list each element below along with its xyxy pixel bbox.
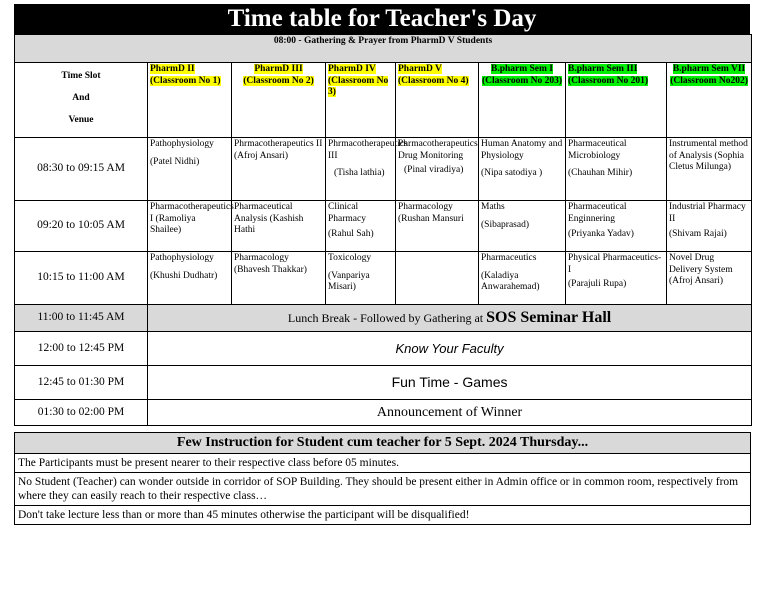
- time-slot-header-line: Venue: [68, 115, 94, 125]
- lunch-row: [15, 305, 752, 332]
- gathering-text: 08:00 - Gathering & Prayer from PharmD V Students: [15, 35, 752, 63]
- lunch-cell: [148, 305, 752, 332]
- time-slot: 08:30 to 09:15 AM: [15, 138, 148, 201]
- instruction-item: No Student (Teacher) can wonder outside in corridor of SOP Building. They should be present either in Admin office or in common room, respectively from where they can easily reach to their respective class…: [15, 473, 751, 506]
- class-cell: [566, 201, 667, 252]
- column-header-label: PharmD III (Classroom No 2): [243, 64, 314, 86]
- class-cell: [396, 252, 479, 305]
- class-cell: [148, 201, 232, 252]
- subject: Industrial Pharmacy II: [669, 202, 746, 224]
- time-slot: 01:30 to 02:00 PM: [15, 400, 148, 426]
- teacher: (Priyanka Yadav): [568, 229, 634, 239]
- class-cell: [479, 252, 566, 305]
- class-cell: [396, 201, 479, 252]
- subject: Pharmaceutical Analysis (Kashish Hathi: [234, 202, 304, 235]
- subject: Pharmaceutical Enginnering: [568, 202, 627, 224]
- class-cell: [667, 138, 752, 201]
- class-cell: [326, 138, 408, 201]
- time-slot: 12:45 to 01:30 PM: [15, 366, 148, 400]
- class-cell: [326, 201, 396, 252]
- teacher: (Rahul Sah): [328, 229, 374, 239]
- instructions-table: [14, 432, 751, 525]
- teacher: (Vanpariya Misari): [328, 270, 370, 292]
- table-row: [15, 138, 752, 201]
- subject: Pharmacotherapeutics I (Ramoliya Shailee): [150, 202, 234, 235]
- class-cell: [479, 201, 566, 252]
- subject: Maths: [481, 202, 505, 212]
- time-slot: 12:00 to 12:45 PM: [15, 332, 148, 366]
- time-slot-header-line: Time Slot: [61, 71, 101, 81]
- subject: Pharmaceutics: [481, 253, 537, 263]
- subject: Pharmacology (Bhavesh Thakkar): [234, 253, 307, 275]
- teacher: (Shivam Rajai): [669, 229, 727, 239]
- subject: Human Anatomy and Physiology: [481, 139, 563, 161]
- table-row: [15, 201, 752, 252]
- column-header-label: B.pharm Sem VII (Classroom No202): [670, 64, 748, 86]
- time-slot: 10:15 to 11:00 AM: [15, 252, 148, 305]
- teacher: (Kaladiya Anwarahemad): [481, 270, 540, 292]
- class-cell: [479, 138, 566, 201]
- column-header-label: B.pharm Sem I (Classroom No 203): [481, 64, 563, 86]
- class-cell: [667, 201, 752, 252]
- subject: Toxicology: [328, 253, 372, 263]
- timetable: [14, 34, 752, 426]
- subject: Physical Pharmaceutics-I: [568, 253, 662, 275]
- event-cell: Know Your Faculty: [148, 332, 752, 366]
- lunch-venue: SOS Seminar Hall: [486, 308, 612, 326]
- table-row: [15, 252, 752, 305]
- lunch-text: Lunch Break - Followed by Gathering at: [287, 310, 484, 325]
- event-row: [15, 366, 752, 400]
- event-cell: Announcement of Winner: [148, 400, 752, 426]
- column-header-pharmd-iv: [326, 63, 396, 138]
- column-header-label: PharmD IV (Classroom No 3): [328, 64, 389, 97]
- subject: Clinical Pharmacy: [328, 202, 366, 224]
- column-header-label: PharmD V (Classroom No 4): [398, 64, 469, 86]
- class-cell: [148, 138, 232, 201]
- class-cell: [396, 138, 479, 201]
- class-cell: [326, 252, 396, 305]
- class-cell: [566, 252, 667, 305]
- time-slot-header: [15, 63, 148, 138]
- column-header-pharmd-iii: [232, 63, 326, 138]
- time-slot: 11:00 to 11:45 AM: [15, 305, 148, 332]
- time-slot-header-line: And: [72, 93, 90, 103]
- instructions-title: Few Instruction for Student cum teacher for 5 Sept. 2024 Thursday...: [15, 433, 751, 454]
- event-cell: Fun Time - Games: [148, 366, 752, 400]
- column-header-pharmd-v: [396, 63, 479, 138]
- teacher: (Pinal viradiya): [404, 165, 464, 175]
- event-row: [15, 332, 752, 366]
- class-cell: [232, 138, 326, 201]
- class-cell: [232, 201, 326, 252]
- column-header-bpharm-sem-i: [479, 63, 566, 138]
- column-header-bpharm-sem-vii: [667, 63, 752, 138]
- teacher: (Nipa satodiya ): [481, 168, 543, 178]
- header-row: [15, 63, 752, 138]
- class-cell: [232, 252, 326, 305]
- column-header-label: B.pharm Sem III (Classroom No 201): [568, 64, 649, 86]
- gathering-row: [15, 35, 752, 63]
- subject: Instrumental method of Analysis (Sophia Cletus Milunga): [669, 139, 748, 172]
- column-header-pharmd-ii: [148, 63, 232, 138]
- time-slot: 09:20 to 10:05 AM: [15, 201, 148, 252]
- column-header-bpharm-sem-iii: [566, 63, 667, 138]
- subject: Phrmacotherapeutics III: [328, 139, 408, 161]
- subject: Pharmaceutical Microbiology: [568, 139, 627, 161]
- subject: Novel Drug Delivery System (Afroj Ansari): [669, 253, 733, 286]
- event-row: [15, 400, 752, 426]
- page-title: Time table for Teacher's Day: [14, 4, 750, 34]
- class-cell: [566, 138, 667, 201]
- instruction-item: The Participants must be present nearer to their respective class before 05 minutes.: [15, 454, 751, 473]
- teacher: (Parajuli Rupa): [568, 279, 627, 289]
- class-cell: [148, 252, 232, 305]
- teacher: (Khushi Dudhatr): [150, 270, 218, 281]
- subject: Pharmacology (Rushan Mansuri: [398, 202, 464, 224]
- teacher: (Patel Nidhi): [150, 156, 200, 167]
- instruction-item: Don't take lecture less than or more than 45 minutes otherwise the participant will be disqualified!: [15, 506, 751, 525]
- teacher: (Tisha lathia): [334, 168, 385, 178]
- subject: Phrmacotherapeutics Drug Monitoring: [398, 139, 478, 161]
- subject: Pathophysiology: [150, 139, 214, 149]
- subject: Pathophysiology: [150, 253, 214, 263]
- class-cell: [667, 252, 752, 305]
- subject: Phrmacotherapeutics II (Afroj Ansari): [234, 139, 323, 161]
- teacher: (Chauhan Mihir): [568, 168, 633, 178]
- column-header-label: PharmD II (Classroom No 1): [150, 64, 221, 86]
- teacher: (Sibaprasad): [481, 219, 530, 230]
